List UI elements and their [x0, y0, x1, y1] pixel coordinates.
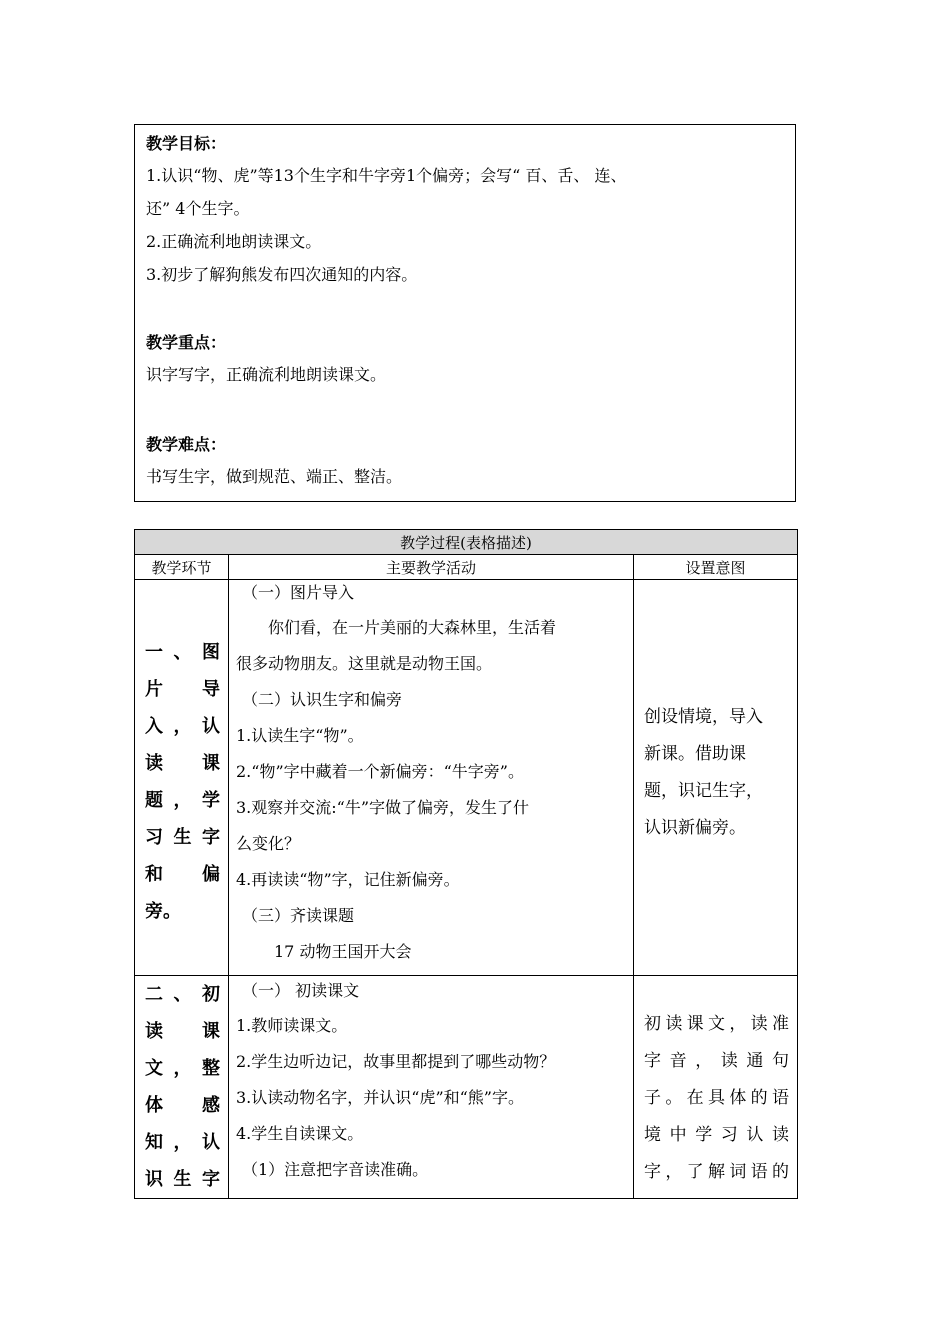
- objective-line: 3.初步了解狗熊发布四次通知的内容。: [146, 265, 418, 284]
- difficulty-heading: 教学难点：: [146, 435, 227, 454]
- objectives-box: [134, 124, 796, 502]
- stage-1-cell: 一 、 图 片 导 入 ， 认 读 课 题 ， 学 习 生 字 和 偏 旁。: [135, 580, 229, 976]
- header-activities: 主要教学活动: [229, 555, 634, 580]
- stage-2-intent: 初 读 课 文 ， 读 准 字 音 ， 读 通 句 子 。 在 具 体 的 语 境 中 学 习 认 读 字 ， 了 解 词 语 的: [634, 976, 798, 1199]
- stage-1-intent: 创设情境，导入 新课。借助课 题，识记生字， 认识新偏旁。: [634, 580, 798, 976]
- process-title: 教学过程(表格描述): [135, 530, 798, 555]
- objectives-heading: 教学目标：: [146, 134, 227, 153]
- key-points-text: 识字写字，正确流利地朗读课文。: [146, 365, 387, 384]
- header-stage: 教学环节: [135, 555, 229, 580]
- stage-2-cell: 二 、 初 读 课 文 ， 整 体 感 知 ， 认 识 生 字: [135, 976, 229, 1199]
- objective-line: 还” 4个生字。: [146, 199, 250, 218]
- objective-line: 2.正确流利地朗读课文。: [146, 232, 322, 251]
- objective-line: 1.认识“物、虎”等13个生字和牛字旁1个偏旁；会写“ 百、舌、 连、: [146, 166, 627, 185]
- header-intent: 设置意图: [634, 555, 798, 580]
- key-points-heading: 教学重点：: [146, 333, 227, 352]
- process-table: [134, 529, 798, 1199]
- stage-1-activities: （一）图片导入 你们看，在一片美丽的大森林里，生活着 很多动物朋友。这里就是动物王国。 （二）认识生字和偏旁 1.认读生字“物”。 2.“物”字中藏着一个新偏旁：“牛字旁”。 3.观察并交流:“牛”字做了偏旁，发生了什 么变化？ 4.再读读“物”字，记住新偏旁。 （三）齐读课题 17 动物王国开大会: [229, 580, 634, 976]
- difficulty-text: 书写生字，做到规范、端正、整洁。: [146, 467, 403, 486]
- stage-2-activities: （一） 初读课文 1.教师读课文。 2.学生边听边记，故事里都提到了哪些动物？ 3.认读动物名字，并认识“虎”和“熊”字。 4.学生自读课文。 （1）注意把字音读准确。: [229, 976, 634, 1199]
